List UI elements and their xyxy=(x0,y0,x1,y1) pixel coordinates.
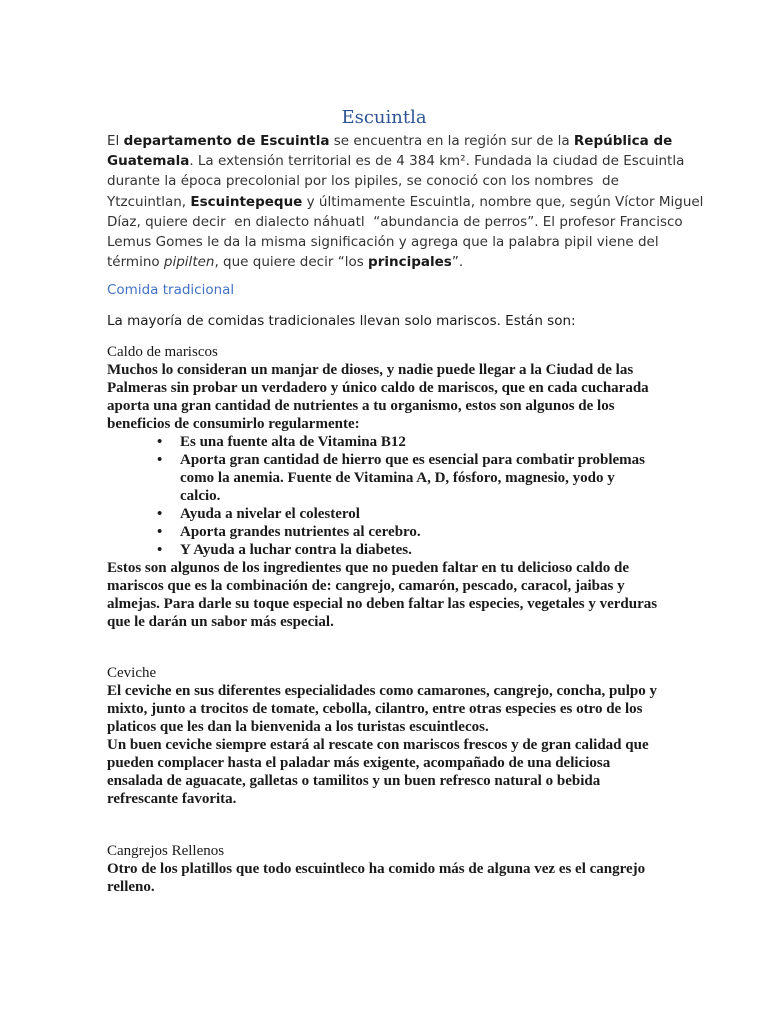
list-item xyxy=(107,433,667,451)
intro-line: durante la época precolonial por los pipiles, se conoció con los nombres de xyxy=(107,173,619,190)
cangrejos-line: relleno. xyxy=(107,879,155,895)
list-item xyxy=(107,523,667,541)
bullet-icon: • xyxy=(157,434,163,450)
bullet-icon: • xyxy=(157,542,163,558)
list-item xyxy=(107,451,667,505)
intro-line: Lemus Gomes le da la misma significación y agrega que la palabra pipil viene del xyxy=(107,234,659,251)
list-item-line: como la anemia. Fuente de Vitamina A, D, fósforo, magnesio, yodo y xyxy=(180,470,615,486)
caldo-closing-line: que le darán un sabor más especial. xyxy=(107,614,334,630)
cangrejos-section xyxy=(107,842,667,896)
caldo-section xyxy=(107,343,667,631)
caldo-closing-line: mariscos que es la combinación de: cangrejo, camarón, pescado, caracol, jaibas y xyxy=(107,578,625,594)
caldo-line: beneficios de consumirlo regularmente: xyxy=(107,416,360,432)
list-item-line: Aporta grandes nutrientes al cerebro. xyxy=(180,524,421,540)
ceviche-line: El ceviche en sus diferentes especialidades como camarones, cangrejo, concha, pulpo y xyxy=(107,683,657,699)
intro-paragraph xyxy=(107,131,704,272)
caldo-line: Muchos lo consideran un manjar de dioses, y nadie puede llegar a la Ciudad de las xyxy=(107,362,634,378)
bullet-icon: • xyxy=(157,524,163,540)
list-item-line: Ayuda a nivelar el colesterol xyxy=(180,506,360,522)
intro-line: término pipilten, que quiere decir “los principales”. xyxy=(107,254,464,271)
ceviche-line: refrescante favorita. xyxy=(107,791,237,807)
ceviche-line: ensalada de aguacate, galletas o tamilitos y un buen refresco natural o bebida xyxy=(107,773,601,789)
ceviche-heading: Ceviche xyxy=(107,665,157,681)
page-title: Escuintla xyxy=(341,107,427,128)
list-item xyxy=(107,541,667,559)
caldo-line: aporta una gran cantidad de nutrientes a tu organismo, estos son algunos de los xyxy=(107,398,615,414)
list-item-line: Y Ayuda a luchar contra la diabetes. xyxy=(180,542,412,558)
ceviche-section xyxy=(107,664,667,808)
cangrejos-line: Otro de los platillos que todo escuintleco ha comido más de alguna vez es el cangrejo xyxy=(107,861,646,877)
section-heading: Comida tradicional xyxy=(107,282,235,298)
list-item-line: Aporta gran cantidad de hierro que es esencial para combatir problemas xyxy=(180,452,645,468)
caldo-heading: Caldo de mariscos xyxy=(107,344,218,360)
intro-line: El departamento de Escuintla se encuentra en la región sur de la República de xyxy=(107,133,673,149)
intro-line: Guatemala. La extensión territorial es de 4 384 km². Fundada la ciudad de Escuintla xyxy=(107,153,685,170)
list-item xyxy=(107,505,667,523)
caldo-line: Palmeras sin probar un verdadero y único caldo de mariscos, que en cada cucharada xyxy=(107,380,649,396)
bullet-icon: • xyxy=(157,506,163,522)
benefits-list xyxy=(107,433,667,559)
lead-paragraph: La mayoría de comidas tradicionales llevan solo mariscos. Están son: xyxy=(107,313,576,329)
ceviche-line: platicos que les dan la bienvenida a los turistas escuintlecos. xyxy=(107,719,489,735)
ceviche-line: mixto, junto a trocitos de tomate, cebolla, cilantro, entre otras especies es otro de los xyxy=(107,701,643,717)
caldo-closing-line: almejas. Para darle su toque especial no deben faltar las especies, vegetales y verduras xyxy=(107,596,658,612)
intro-line: Díaz, quiere decir en dialecto náhuatl “abundancia de perros”. El profesor Francisco xyxy=(107,213,683,230)
ceviche-line: Un buen ceviche siempre estará al rescate con mariscos frescos y de gran calidad que xyxy=(107,737,649,753)
caldo-closing-line: Estos son algunos de los ingredientes que no pueden faltar en tu delicioso caldo de xyxy=(107,560,630,576)
cangrejos-heading: Cangrejos Rellenos xyxy=(107,843,225,859)
list-item-line: calcio. xyxy=(180,488,221,504)
intro-line: Ytzcuintlan, Escuintepeque y últimamente Escuintla, nombre que, según Víctor Miguel xyxy=(107,193,704,210)
bullet-icon: • xyxy=(157,452,163,468)
ceviche-line: pueden complacer hasta el paladar más exigente, acompañado de una deliciosa xyxy=(107,755,611,771)
list-item-line: Es una fuente alta de Vitamina B12 xyxy=(180,434,406,450)
